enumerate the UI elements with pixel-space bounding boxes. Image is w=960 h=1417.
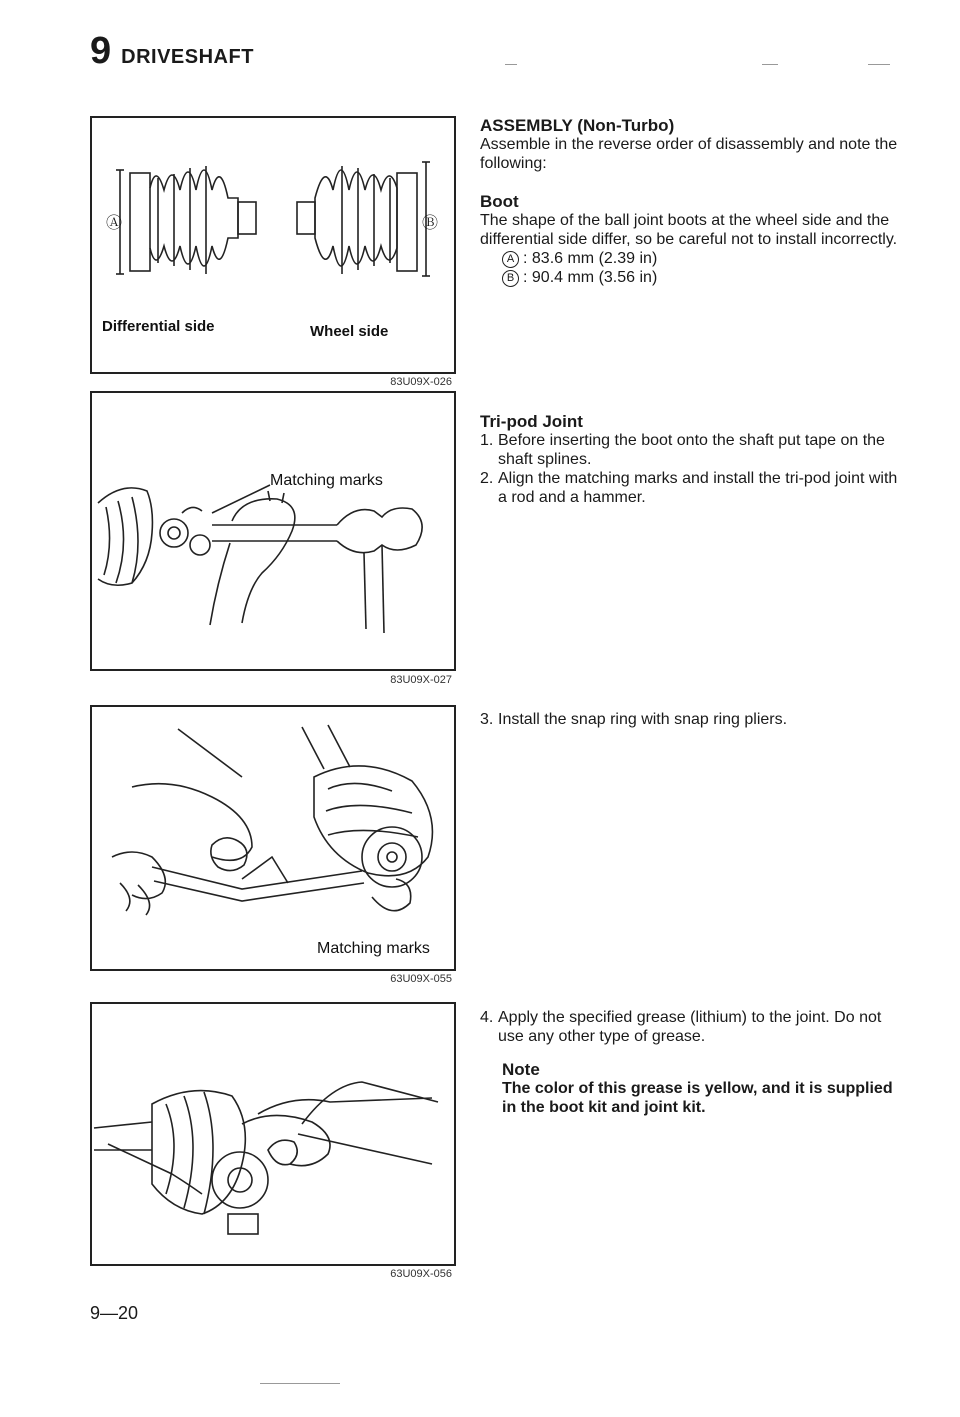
differential-side-label: Differential side (102, 318, 215, 335)
note-text: The color of this grease is yellow, and it is supplied in the boot kit and joint kit. (502, 1080, 893, 1116)
step-number: 2. (480, 470, 494, 487)
figure-boot-comparison (90, 116, 456, 374)
figure-code: 63U09X-056 (390, 1268, 452, 1280)
header-mark (762, 64, 778, 65)
step-number: 4. (480, 1009, 494, 1026)
step-text: Align the matching marks and install the tri-pod joint with a rod and a hammer. (498, 470, 898, 506)
step-text: Before inserting the boot onto the shaft put tape on the shaft splines. (498, 432, 885, 468)
section-tripod (480, 412, 900, 507)
spec-a (502, 249, 900, 268)
figure-tripod-install (90, 391, 456, 671)
step-item (480, 1008, 900, 1046)
section-snap-ring (480, 710, 900, 729)
step-item (480, 710, 900, 729)
section-intro: Assemble in the reverse order of disassembly and note the following: (480, 136, 898, 172)
header-mark (505, 64, 517, 65)
section-assembly (480, 116, 900, 287)
figure-snap-ring (90, 705, 456, 971)
section-grease (480, 1008, 900, 1117)
figure-code: 83U09X-026 (390, 376, 452, 388)
chapter-title: DRIVESHAFT (121, 46, 254, 68)
footer-mark (260, 1383, 340, 1384)
page-header (90, 30, 254, 73)
step-text: Apply the specified grease (lithium) to the joint. Do not use any other type of grease. (498, 1009, 882, 1045)
figure-grease (90, 1002, 456, 1266)
snap-ring-illustration (92, 707, 454, 969)
figure-code: 63U09X-055 (390, 973, 452, 985)
chapter-number: 9 (90, 30, 112, 72)
spec-a-value: : 83.6 mm (2.39 in) (523, 250, 658, 267)
mark-b-icon: B (502, 270, 519, 287)
step-number: 3. (480, 711, 494, 728)
step-item (480, 469, 900, 507)
boot-heading: Boot (480, 192, 519, 211)
mark-a-icon: A (502, 251, 519, 268)
figure-code: 83U09X-027 (390, 674, 452, 686)
step-text: Install the snap ring with snap ring pliers. (498, 711, 788, 728)
grease-illustration (92, 1004, 454, 1264)
tripod-hammer-illustration (92, 393, 454, 669)
spec-b (502, 268, 900, 287)
header-mark (868, 64, 890, 65)
wheel-side-label: Wheel side (310, 323, 389, 340)
step-number: 1. (480, 432, 494, 449)
boot-text: The shape of the ball joint boots at the wheel side and the differential side differ, so be careful not to install incorrectly. (480, 212, 898, 248)
note-heading: Note (502, 1060, 540, 1079)
step-item (480, 431, 900, 469)
matching-marks-label: Matching marks (270, 472, 383, 489)
page-number: 9—20 (90, 1303, 139, 1323)
matching-marks-label: Matching marks (317, 940, 430, 957)
dimension-b-label: Ⓑ (422, 215, 439, 232)
dimension-a-label: Ⓐ (106, 215, 123, 232)
spec-b-value: : 90.4 mm (3.56 in) (523, 269, 658, 286)
section-title: ASSEMBLY (Non-Turbo) (480, 116, 675, 135)
tripod-heading: Tri-pod Joint (480, 412, 583, 431)
